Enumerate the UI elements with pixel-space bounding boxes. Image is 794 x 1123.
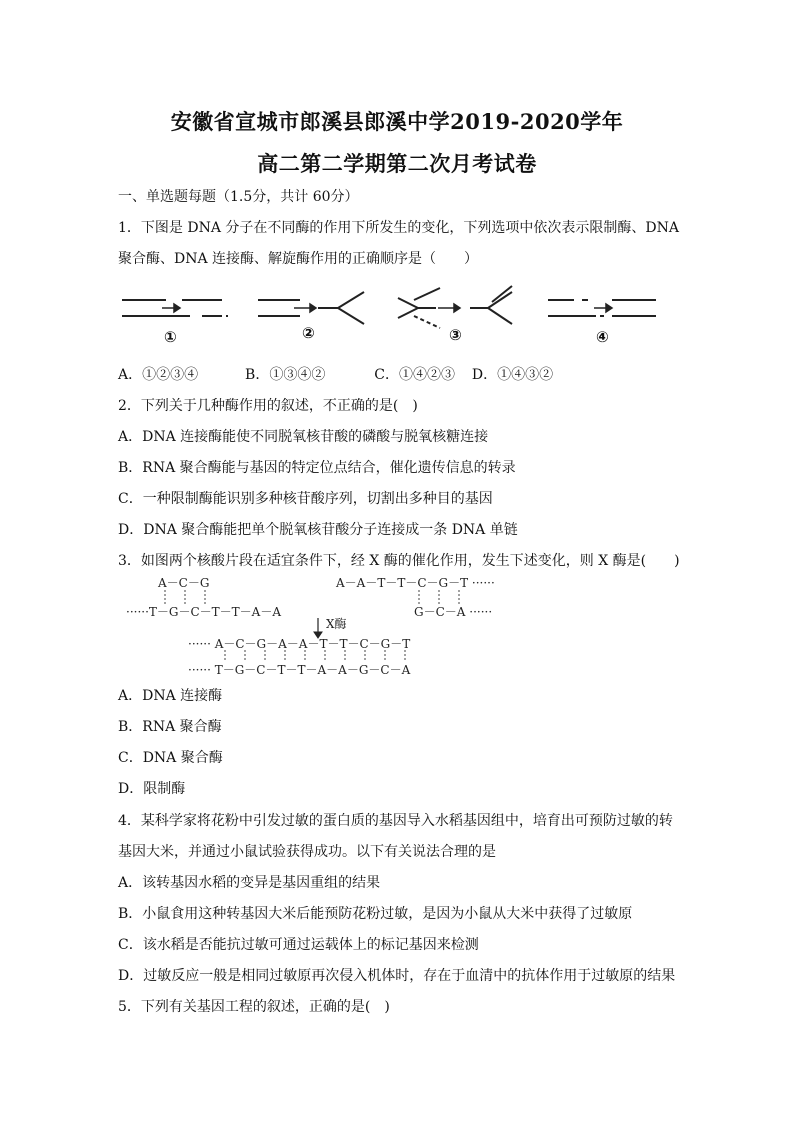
q1-option-c[interactable]: C．①④②③ [374, 367, 455, 383]
q3-option-a[interactable]: A．DNA 连接酶 [118, 688, 223, 704]
q1-stem-line2: 聚合酶、DNA 连接酶、解旋酶作用的正确顺序是（ ） [118, 251, 479, 267]
q3-result-bottom-strand: ······ T－G－C－T－T－A－A－G－C－A [188, 663, 411, 677]
q1-figure-label-3: ③ [449, 326, 462, 344]
q2-option-d[interactable]: D．DNA 聚合酶能把单个脱氧核苷酸分子连接成一条 DNA 单链 [118, 522, 518, 538]
q3-result-top-strand: ······ A－C－G－A－A－T－T－C－G－T [188, 637, 411, 651]
q1-option-d[interactable]: D．①④③② [471, 367, 554, 383]
q4-option-a[interactable]: A．该转基因水稻的变异是基因重组的结果 [118, 875, 381, 891]
q3-left-bottom-strand: ······T－G－C－T－T－A－A [126, 605, 281, 619]
q3-enzyme-arrow [314, 618, 322, 638]
q1-option-a[interactable]: A．①②③④ [118, 367, 199, 383]
q3-enzyme-label: X酶 [326, 617, 347, 631]
q3-option-b[interactable]: B．RNA 聚合酶 [118, 719, 222, 735]
q1-figure-arrows [162, 304, 612, 312]
q1-enzyme-figure [118, 282, 663, 348]
q3-stem: 3．如图两个核酸片段在适宜条件下，经 X 酶的催化作用，发生下述变化，则 X 酶是( ) [118, 553, 680, 569]
q2-option-a[interactable]: A．DNA 连接酶能使不同脱氧核苷酸的磷酸与脱氧核糖连接 [118, 429, 489, 445]
q2-option-c[interactable]: C．一种限制酶能识别多种核苷酸序列，切割出多种目的基因 [118, 491, 493, 507]
q1-figure-label-2: ② [302, 324, 315, 342]
section-heading: 一、单选题每题（1.5分，共计 60分） [118, 189, 359, 205]
q1-option-b[interactable]: B．①③④② [245, 367, 326, 383]
q3-option-d[interactable]: D．限制酶 [118, 781, 186, 797]
q1-stem-line1: 1．下图是 DNA 分子在不同酶的作用下所发生的变化，下列选项中依次表示限制酶、DNA [118, 220, 679, 236]
q4-option-b[interactable]: B．小鼠食用这种转基因大米后能预防花粉过敏，是因为小鼠从大米中获得了过敏原 [118, 906, 633, 922]
q4-stem-line1: 4．某科学家将花粉中引发过敏的蛋白质的基因导入水稻基因组中，培育出可预防过敏的转 [118, 813, 673, 829]
q4-option-d[interactable]: D．过敏反应一般是相同过敏原再次侵入机体时，存在于血清中的抗体作用于过敏原的结果 [118, 968, 676, 984]
page-title: 安徽省宣城市郎溪县郎溪中学2019-2020学年 [170, 109, 624, 134]
q5-stem: 5．下列有关基因工程的叙述，正确的是( ) [118, 999, 390, 1015]
q2-stem: 2．下列关于几种酶作用的叙述，不正确的是( ) [118, 398, 418, 414]
q4-option-c[interactable]: C．该水稻是否能抗过敏可通过运载体上的标记基因来检测 [118, 937, 479, 953]
q2-option-b[interactable]: B．RNA 聚合酶能与基因的特定位点结合，催化遗传信息的转录 [118, 460, 516, 476]
q4-stem-line2: 基因大米，并通过小鼠试验获得成功。以下有关说法合理的是 [118, 844, 496, 860]
q3-option-c[interactable]: C．DNA 聚合酶 [118, 750, 223, 766]
q1-figure-label-1: ① [164, 328, 177, 346]
q3-right-top-strand: A－A－T－T－C－G－T ······ [336, 576, 495, 590]
q3-left-top-strand: A－C－G [158, 576, 210, 590]
page-subtitle: 高二第二学期第二次月考试卷 [257, 151, 537, 176]
q1-options [118, 364, 553, 384]
q3-right-bottom-strand: G－C－A ······ [414, 605, 493, 619]
q3-nucleic-acid-figure [118, 574, 508, 680]
q1-figure-label-4: ④ [596, 328, 609, 346]
